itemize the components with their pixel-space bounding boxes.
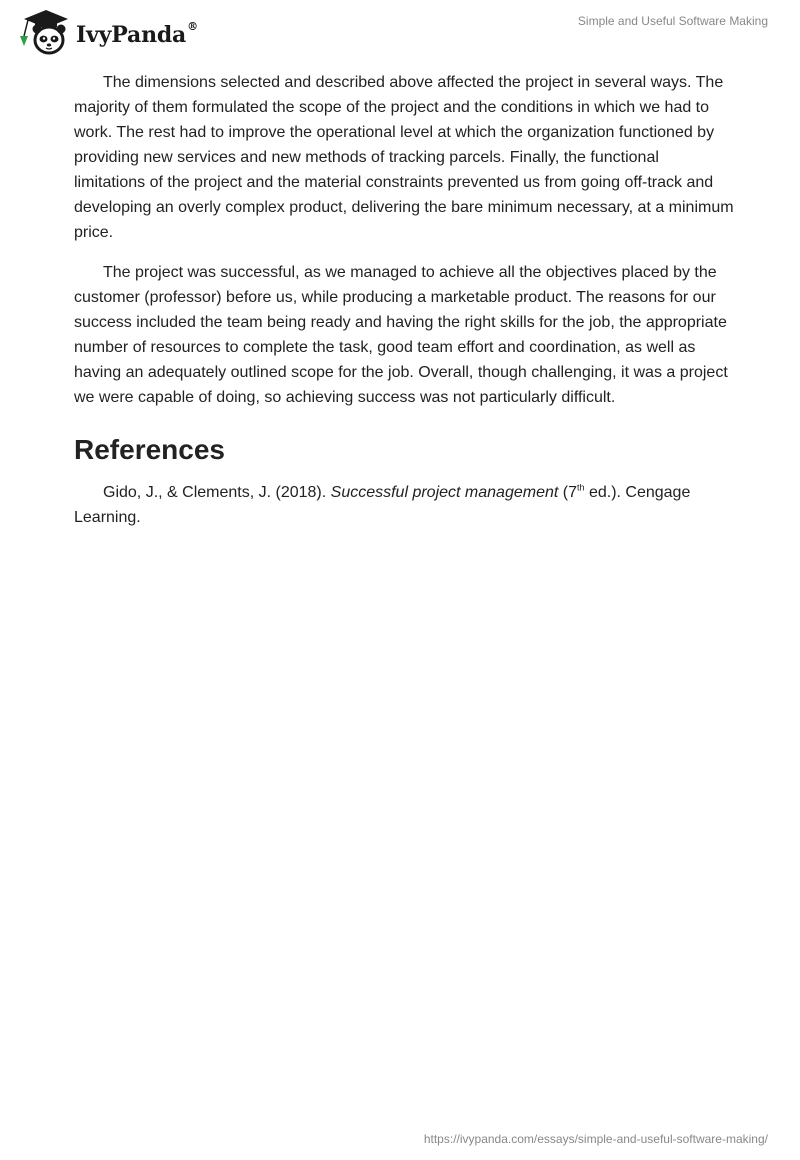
references-heading: References [74,434,225,465]
reference-edition-suffix: th [576,482,585,493]
page-header [0,0,800,60]
ivypanda-logo[interactable] [16,8,198,58]
reference-entry [74,480,734,530]
logo-name: IvyPanda [76,22,187,48]
logo-wordmark [76,22,198,48]
panda-graduation-cap-icon [16,8,74,58]
reference-title: Successful project management [330,484,559,501]
reference-publisher: ed.). Cengage Learning. [74,484,691,526]
document-title: Simple and Useful Software Making [577,14,768,28]
reference-edition: (7 [558,484,577,501]
document-body [74,70,734,530]
reference-authors: Gido, J., & Clements, J. (2018). [103,484,331,501]
body-paragraph: The project was successful, as we managed to achieve all the objectives placed by the customer (professor) before us, while producing a marketable product. The reasons for our success included the team being ready and having the right skills for the job, the appropriate number of resources to complete the task, good team effort and coordination, as well as having an adequately outlined scope for the job. Overall, though challenging, it was a project we were capable of doing, so achieving success was not particularly difficult. [74,264,728,406]
registered-mark: ® [187,20,198,33]
body-paragraph: The dimensions selected and described above affected the project in several ways. The majority of them formulated the scope of the project and the conditions in which we had to work. The rest had to improve the operational level at which the organization functioned by providing new services and new methods of tracking parcels. Finally, the functional limitations of the project and the material constraints prevented us from going off-track and developing an overly complex product, delivering the bare minimum necessary, at a minimum price. [74,74,734,241]
source-url[interactable]: https://ivypanda.com/essays/simple-and-useful-software-making/ [423,1132,768,1146]
